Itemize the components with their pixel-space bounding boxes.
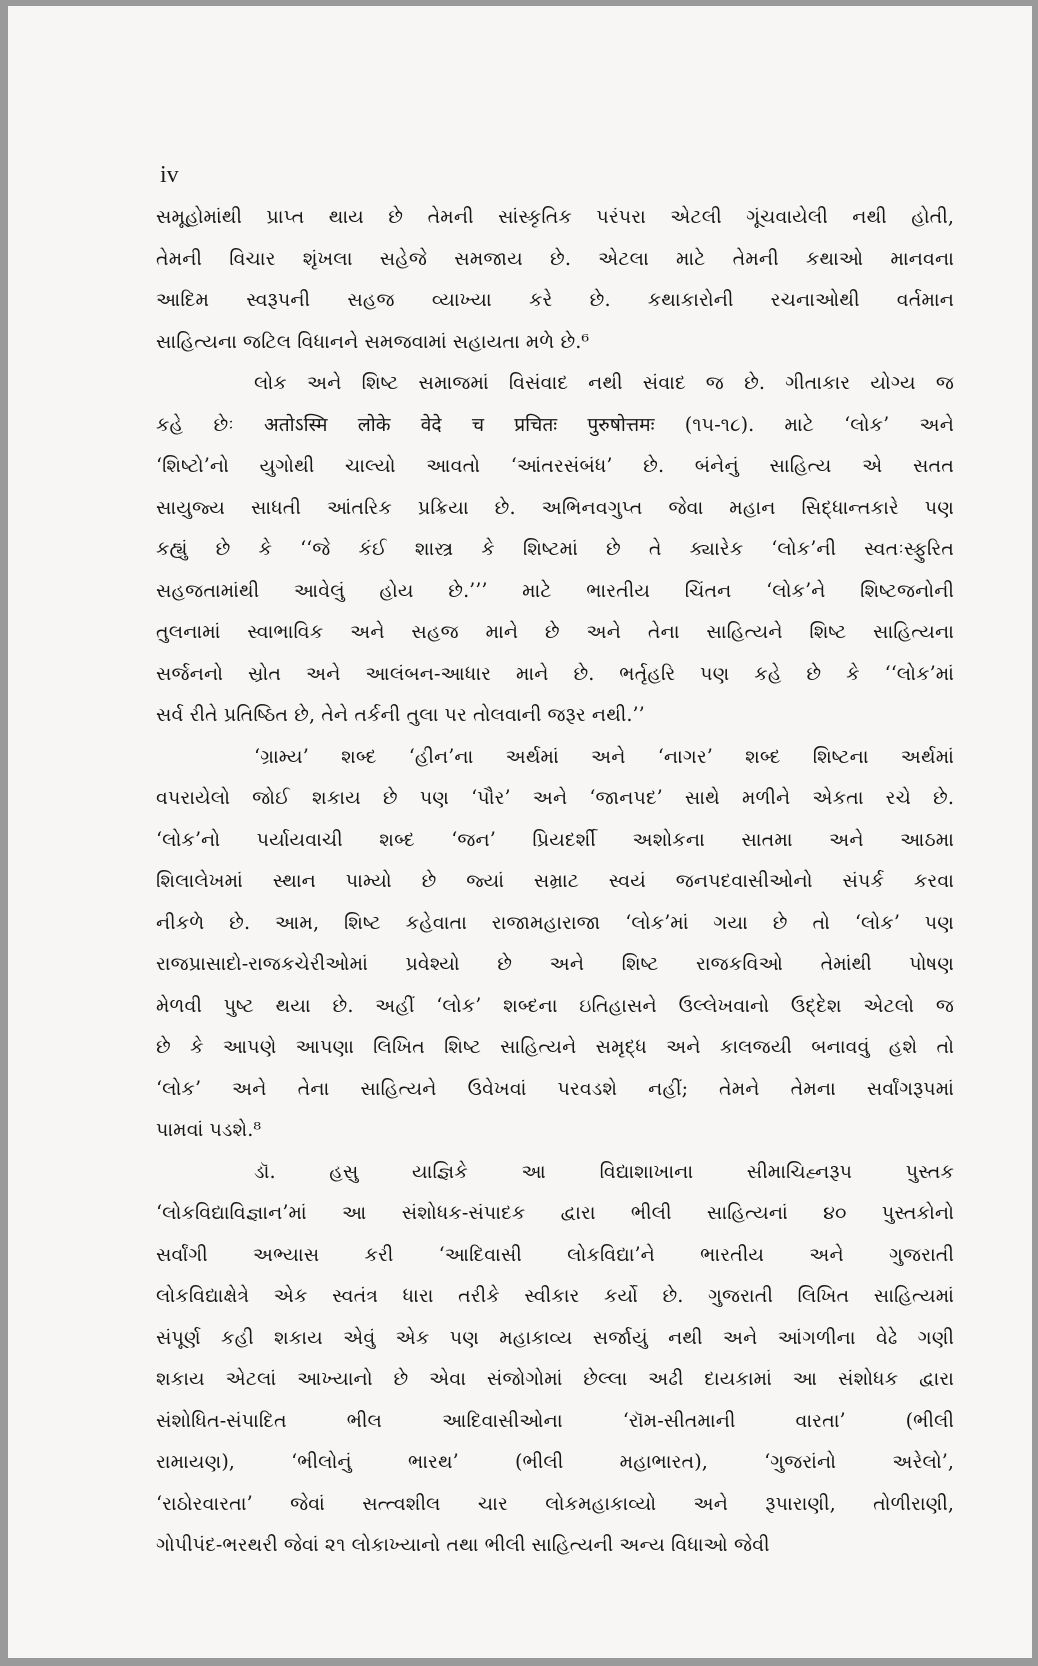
paragraph xyxy=(156,736,954,1151)
text-line: રાજપ્રાસાદો-રાજકચેરીઓમાં પ્રવેશ્યો છે અને શિષ્ટ રાજકવિઓ તેમાંથી પોષણ xyxy=(156,952,954,975)
text-line: ડૉ. હસુ યાજ્ઞિકે આ વિદ્યાશાખાના સીમાચિહ્નરૂપ પુસ્તક xyxy=(254,1159,954,1183)
paragraph xyxy=(156,362,954,736)
text-line: તેમની વિચાર શૃંખલા સહેજે સમજાય છે. એટલા માટે તેમની કથાઓ માનવના xyxy=(156,246,954,270)
paragraph xyxy=(156,1151,954,1566)
text-line: કહે છેઃ अतोऽस्मि लोके वेदे च प्रचितः पुरुषोत्तमः (૧૫-૧૮). માટે ‘લોક’ અને xyxy=(156,412,954,436)
page-number: iv xyxy=(160,162,179,188)
text-line: નીકળે છે. આમ, શિષ્ટ કહેવાતા રાજામહારાજા ‘લોક’માં ગયા છે તો ‘લોક’ પણ xyxy=(156,910,954,934)
text-line: કહ્યું છે કે ‘‘જે કંઈ શાસ્ત્ર કે શિષ્ટમાં છે તે ક્યારેક ‘લોક’ની સ્વતઃસ્ફુરિત xyxy=(156,537,954,560)
text-line: સાયુજ્ય સાધતી આંતરિક પ્રક્રિયા છે. અભિનવગુપ્ત જેવા મહાન સિદ્ધાન્તકારે પણ xyxy=(156,495,954,519)
text-line: આદિમ સ્વરૂપની સહજ વ્યાખ્યા કરે છે. કથાકારોની રચનાઓથી વર્તમાન xyxy=(156,288,954,311)
text-line: સાહિત્યના જટિલ વિધાનને સમજવામાં સહાયતા મળે છે.⁶ xyxy=(156,329,590,353)
text-line: લોકવિદ્યાક્ષેત્રે એક સ્વતંત્ર ધારા તરીકે સ્વીકાર કર્યો છે. ગુજરાતી લિખિત સાહિત્યમાં xyxy=(156,1284,954,1307)
text-line: સંપૂર્ણ કહી શકાય એવું એક પણ મહાકાવ્ય સર્જાયું નથી અને આંગળીના વેઢે ગણી xyxy=(156,1325,954,1349)
text-line: સહજતામાંથી આવેલું હોય છે.’’’ માટે ભારતીય ચિંતન ‘લોક’ને શિષ્ટજનોની xyxy=(156,578,954,602)
text-line: સર્વ રીતે પ્રતિષ્ઠિત છે, તેને તર્કની તુલા પર તોલવાની જરૂર નથી.’’ xyxy=(156,703,645,726)
text-line: ‘લોકવિદ્યાવિજ્ઞાન’માં આ સંશોધક-સંપાદક દ્વારા ભીલી સાહિત્યનાં ૪૦ પુસ્તકોનો xyxy=(156,1201,954,1224)
book-page xyxy=(8,6,1032,1658)
text-line: લોક અને શિષ્ટ સમાજમાં વિસંવાદ નથી સંવાદ જ છે. ગીતાકાર યોગ્ય જ xyxy=(254,371,954,394)
text-line: સમૂહોમાંથી પ્રાપ્ત થાય છે તેમની સાંસ્કૃતિક પરંપરા એટલી ગૂંચવાયેલી નથી હોતી, xyxy=(156,205,954,228)
text-line: ‘શિષ્ટો’નો યુગોથી ચાલ્યો આવતો ‘આંતરસંબંધ’ છે. બંનેનું સાહિત્ય એ સતત xyxy=(156,454,954,477)
text-line: ‘રાઠોરવારતા’ જેવાં સત્ત્વશીલ ચાર લોકમહાકાવ્યો અને રૂપારાણી, તોળીરાણી, xyxy=(156,1491,954,1515)
text-line: સર્જનનો સ્રોત અને આલંબન-આધાર માને છે. ભર્તૃહરિ પણ કહે છે કે ‘‘લોક’માં xyxy=(156,661,954,685)
text-line: ‘લોક’ અને તેના સાહિત્યને ઉવેખવાં પરવડશે નહીં; તેમને તેમના સર્વાંગરૂપમાં xyxy=(156,1076,954,1100)
text-line: સંશોધિત-સંપાદિત ભીલ આદિવાસીઓના ‘રૉમ-સીતમાની વારતા’ (ભીલી xyxy=(156,1408,954,1432)
text-line: ગોપીપંદ-ભરથરી જેવાં ૨૧ લોકાખ્યાનો તથા ભીલી સાહિત્યની અન્ય વિધાઓ જેવી xyxy=(156,1533,770,1556)
text-line: વપરાયેલો જોઈ શકાય છે પણ ‘પૌર’ અને ‘જાનપદ’ સાથે મળીને એકતા રચે છે. xyxy=(156,786,954,809)
text-line: છે કે આપણે આપણા લિખિત શિષ્ટ સાહિત્યને સમૃદ્ધ અને કાલજયી બનાવવું હશે તો xyxy=(156,1035,954,1058)
text-line: શિલાલેખમાં સ્થાન પામ્યો છે જ્યાં સમ્રાટ સ્વયં જનપદવાસીઓનો સંપર્ક કરવા xyxy=(156,869,954,892)
text-line: મેળવી પુષ્ટ થયા છે. અહીં ‘લોક’ શબ્દના ઇતિહાસને ઉલ્લેખવાનો ઉદ્દેશ એટલો જ xyxy=(156,993,954,1017)
text-line: ‘લોક’નો પર્યાયવાચી શબ્દ ‘જન’ પ્રિયદર્શી અશોકના સાતમા અને આઠમા xyxy=(156,827,954,851)
text-line: રામાયણ), ‘ભીલોનું ભારથ’ (ભીલી મહાભારત), ‘ગુજરાંનો અરેલો’, xyxy=(156,1450,954,1473)
paragraph xyxy=(156,196,954,362)
text-line: તુલનામાં સ્વાભાવિક અને સહજ માને છે અને તેના સાહિત્યને શિષ્ટ સાહિત્યના xyxy=(156,620,954,643)
text-line: સર્વાંગી અભ્યાસ કરી ‘આદિવાસી લોકવિદ્યા’ને ભારતીય અને ગુજરાતી xyxy=(156,1242,954,1266)
text-line: પામવાં પડશે.⁸ xyxy=(156,1118,262,1141)
body-text xyxy=(156,196,954,1566)
text-line: ‘ગ્રામ્ય’ શબ્દ ‘હીન’ના અર્થમાં અને ‘નાગર’ શબ્દ શિષ્ટના અર્થમાં xyxy=(254,744,954,768)
text-line: શકાય એટલાં આખ્યાનો છે એવા સંજોગોમાં છેલ્લા અઢી દાયકામાં આ સંશોધક દ્વારા xyxy=(156,1367,954,1390)
